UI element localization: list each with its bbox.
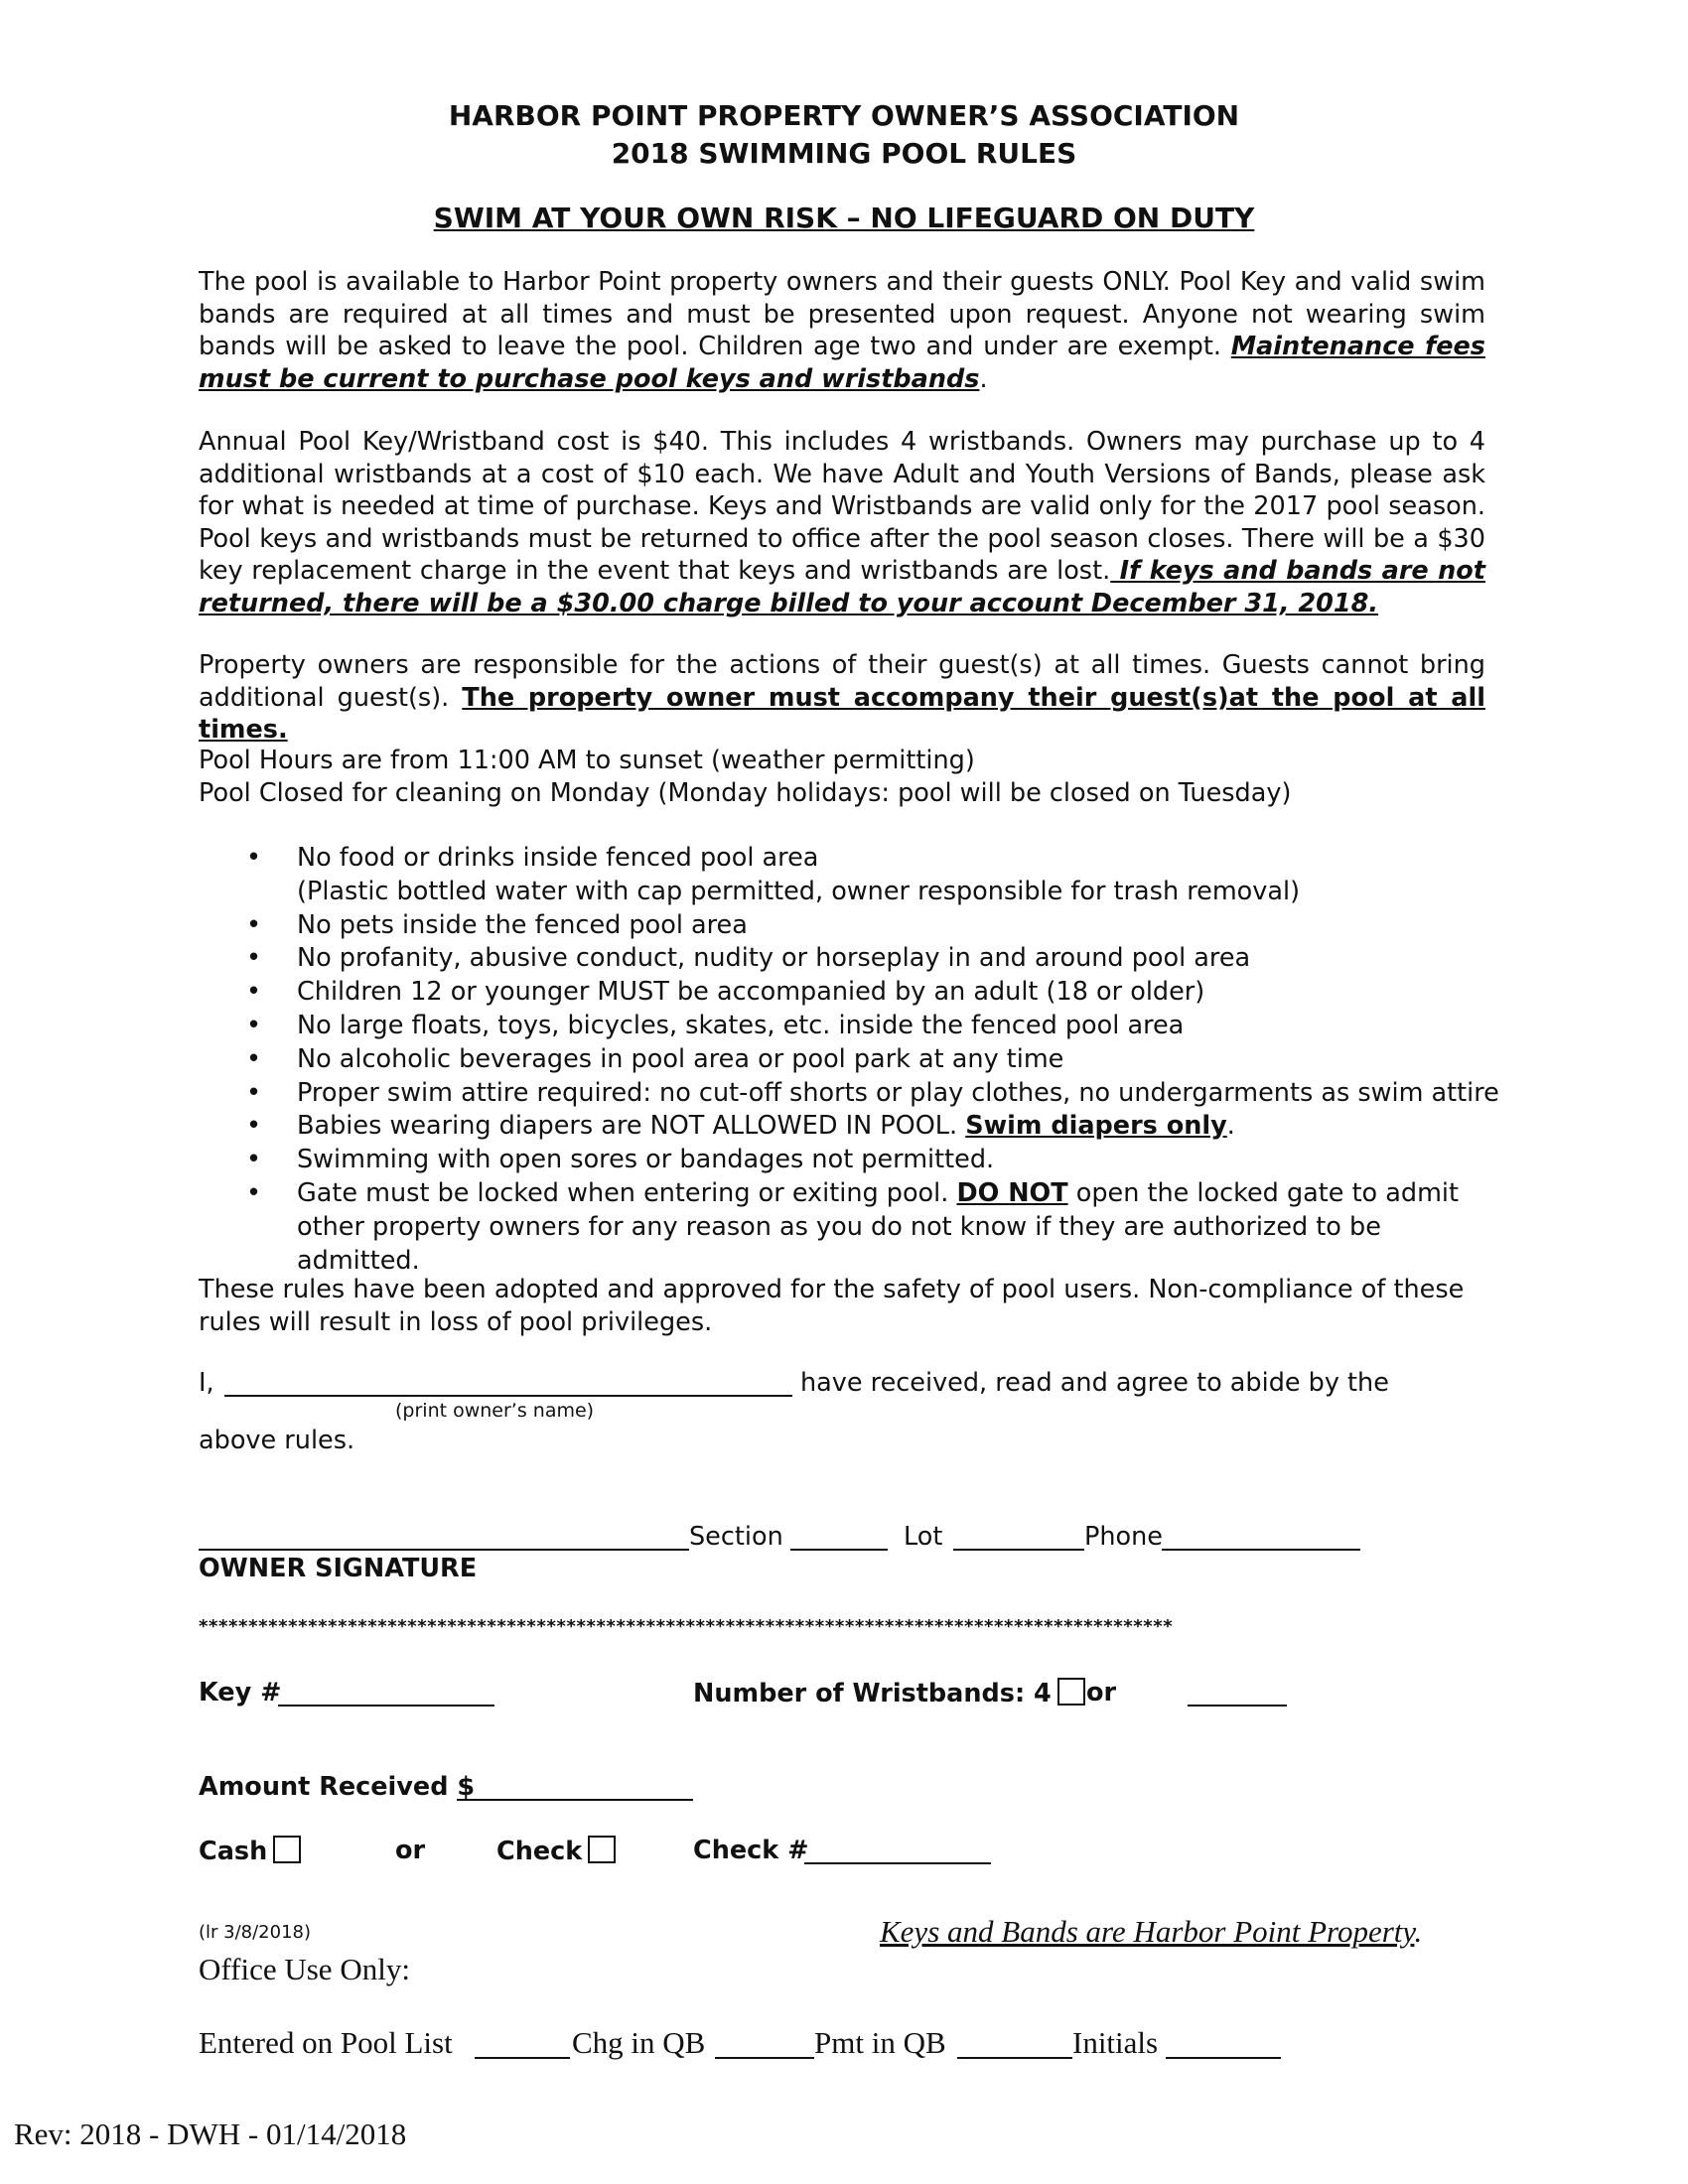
bullet-icon: • [246, 1111, 262, 1142]
list-item: • No alcoholic beverages in pool area or pool park at any time [199, 1043, 1509, 1077]
keys-property-note: Keys and Bands are Harbor Point Property. [880, 1914, 1423, 1949]
lot-label: Lot [904, 1522, 943, 1552]
pool-closed-line: Pool Closed for cleaning on Monday (Monday holidays: pool will be closed on Tuesday) [199, 777, 1292, 808]
agreement-suffix: have received, read and agree to abide by the [800, 1368, 1389, 1398]
list-item: • Proper swim attire required: no cut-off shorts or play clothes, no undergarments as swim attire [199, 1077, 1509, 1111]
cost-paragraph [199, 426, 1485, 619]
list-item: • No food or drinks inside fenced pool area (Plastic bottled water with cap permitted, owner responsible for trash removal) [246, 843, 1301, 906]
separator: ************************************************************************************************** [199, 1616, 1174, 1637]
bullet-icon: • [246, 909, 262, 940]
amount-received-field[interactable] [457, 1799, 693, 1801]
bullet-icon: • [246, 977, 262, 1008]
list-item: • Babies wearing diapers are NOT ALLOWED IN POOL. Swim diapers only. [199, 1110, 1509, 1144]
eligibility-paragraph [199, 266, 1485, 395]
key-label: Key # [199, 1678, 282, 1707]
owner-name-field[interactable] [224, 1395, 792, 1397]
entered-pool-list-field[interactable] [475, 2057, 570, 2059]
office-use-label: Office Use Only: [199, 1952, 410, 1986]
rules-list [199, 842, 1509, 1278]
bullet-icon: • [246, 943, 262, 974]
return-charge-emphasis: If keys and bands are not returned, there will be a $30.00 charge billed to your account December 31, 2018. [199, 556, 1485, 618]
do-not-emphasis: DO NOT [956, 1177, 1068, 1208]
cash-checkbox[interactable] [273, 1836, 301, 1863]
list-item: • Gate must be locked when entering or exiting pool. DO NOT open the locked gate to admit other property owners for any reason as you do not know if they are authorized to be admitted. [246, 1177, 1460, 1276]
amount-received-label: Amount Received $ [199, 1772, 476, 1802]
wristbands-label: Number of Wristbands: 4 [693, 1678, 1085, 1708]
wristband-count-field[interactable] [1188, 1705, 1287, 1706]
warning-heading: SWIM AT YOUR OWN RISK – NO LIFEGUARD ON DUTY [433, 202, 1255, 234]
chg-qb-field[interactable] [715, 2057, 814, 2059]
key-number-field[interactable] [278, 1705, 494, 1706]
check-label: Check [496, 1836, 616, 1866]
lot-field[interactable] [953, 1549, 1084, 1551]
pool-hours [199, 745, 1485, 809]
owner-name-hint: (print owner’s name) [395, 1400, 595, 1422]
swim-diapers-emphasis: Swim diapers only [965, 1111, 1227, 1142]
list-item: • No pets inside the fenced pool area [199, 909, 1509, 943]
revision-note: (lr 3/8/2018) [199, 1922, 312, 1943]
bullet-icon: • [246, 1177, 262, 1208]
org-title: HARBOR POINT PROPERTY OWNER’S ASSOCIATION [448, 99, 1240, 132]
owner-signature-field[interactable] [199, 1549, 689, 1551]
cost-text: Annual Pool Key/Wristband cost is $40. This includes 4 wristbands. Owners may purchase up to 4 additional wristbands at a cost of $10 each. We have Adult and Youth Versions of Bands, please ask for what is needed at time of purchase. Keys and Wristbands are valid only for the 2017 pool season. Pool keys and wristbands must be returned to office after the pool season closes. There will be a $30 key replacement charge in the event that keys and wristbands are lost. [199, 427, 1485, 586]
four-wristbands-checkbox[interactable] [1057, 1678, 1085, 1706]
initials-label: Initials [1072, 2025, 1159, 2060]
rules-title: 2018 SWIMMING POOL RULES [611, 137, 1077, 170]
chg-qb-label: Chg in QB [572, 2025, 706, 2060]
section-field[interactable] [790, 1549, 888, 1551]
bullet-icon: • [246, 1077, 262, 1108]
agreement-prefix: I, [199, 1368, 214, 1398]
rule-note: (Plastic bottled water with cap permitted, owner responsible for trash removal) [297, 876, 1301, 906]
list-item: • Swimming with open sores or bandages not permitted. [199, 1144, 1509, 1177]
bullet-icon: • [246, 843, 262, 873]
bullet-icon: • [246, 1145, 262, 1175]
initials-field[interactable] [1166, 2057, 1281, 2059]
guest-text: Property owners are responsible for the actions of their guest(s) at all times. Guests cannot bring additional guest(s). [199, 650, 1485, 713]
bullet-icon: • [246, 1010, 262, 1040]
guest-emphasis: The property owner must accompany their guest(s)at the pool at all times. [199, 682, 1485, 745]
guest-paragraph [199, 649, 1485, 747]
eligibility-end: . [979, 363, 988, 394]
bullet-icon: • [246, 1043, 262, 1074]
check-number-label: Check # [693, 1836, 809, 1865]
closing-paragraph: These rules have been adopted and approved for the safety of pool users. Non-compliance of these rules will result in loss of pool privileges. [199, 1275, 1465, 1337]
entered-pool-list-label: Entered on Pool List [199, 2025, 453, 2060]
cash-label: Cash [199, 1836, 301, 1866]
revision-footer: Rev: 2018 - DWH - 01/14/2018 [14, 2116, 407, 2151]
phone-label: Phone [1084, 1522, 1163, 1552]
list-item: • No large floats, toys, bicycles, skates, etc. inside the fenced pool area [199, 1010, 1509, 1043]
pmt-qb-label: Pmt in QB [814, 2025, 946, 2060]
list-item: • Children 12 or younger MUST be accompanied by an adult (18 or older) [199, 976, 1509, 1010]
check-checkbox[interactable] [588, 1836, 616, 1863]
pool-hours-line: Pool Hours are from 11:00 AM to sunset (weather permitting) [199, 746, 975, 775]
or-label: or [1086, 1678, 1117, 1707]
pmt-qb-field[interactable] [957, 2057, 1072, 2059]
owner-signature-label: OWNER SIGNATURE [199, 1554, 478, 1583]
eligibility-text: The pool is available to Harbor Point property owners and their guests ONLY. Pool Key and valid swim bands are required at all times and must be presented upon request. Anyone not wearing swim bands will be asked to leave the pool. Children age two and under are exempt. [199, 267, 1485, 361]
agreement-end: above rules. [199, 1426, 355, 1455]
or-label-payment: or [395, 1836, 426, 1865]
list-item: • No profanity, abusive conduct, nudity or horseplay in and around pool area [199, 942, 1509, 976]
section-label: Section [689, 1522, 783, 1552]
phone-field[interactable] [1162, 1549, 1360, 1551]
maintenance-fees-emphasis: Maintenance fees must be current to purchase pool keys and wristbands [199, 332, 1485, 394]
check-number-field[interactable] [804, 1862, 991, 1864]
